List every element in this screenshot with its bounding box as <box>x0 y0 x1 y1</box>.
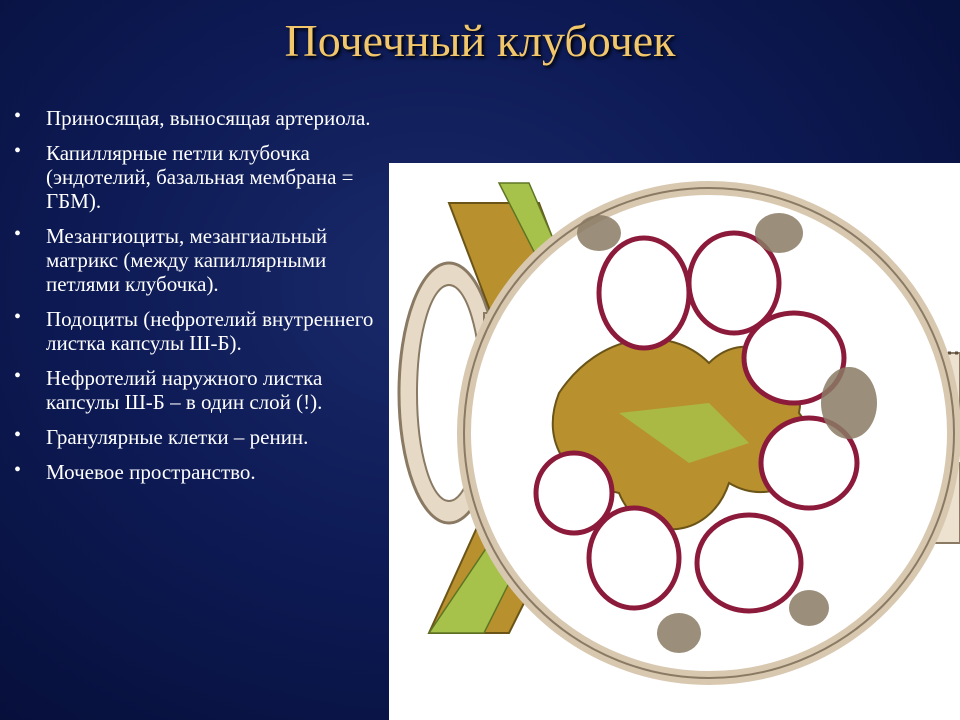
bullet-dot-icon: • <box>14 140 22 162</box>
bullet-text: Мочевое пространство. <box>46 460 256 484</box>
bullet-text: Приносящая, выносящая артериола. <box>46 106 371 130</box>
slide-title: Почечный клубочек <box>284 15 676 66</box>
bullet-dot-icon: • <box>14 459 22 481</box>
bullet-item <box>14 366 389 414</box>
bullet-dot-icon: • <box>14 223 22 245</box>
glomerulus-figure <box>389 163 960 720</box>
bullet-item <box>14 106 389 130</box>
bullet-text: Гранулярные клетки – ренин. <box>46 425 309 449</box>
renal-glomerulus-illustration <box>389 163 960 720</box>
bullet-text: Подоциты (нефротелий внутреннего листка капсулы Ш-Б). <box>46 307 374 355</box>
bullet-dot-icon: • <box>14 424 22 446</box>
bullet-text: Мезангиоциты, мезангиальный матрикс (между капиллярными петлями клубочка). <box>46 224 328 296</box>
bullet-item <box>14 460 389 484</box>
bullet-dot-icon: • <box>14 365 22 387</box>
bullet-item <box>14 307 389 355</box>
bullet-list <box>14 106 389 495</box>
bullet-dot-icon: • <box>14 306 22 328</box>
bullet-dot-icon: • <box>14 105 22 127</box>
bullet-text: Нефротелий наружного листка капсулы Ш-Б – в один слой (!). <box>46 366 323 414</box>
bullet-item <box>14 224 389 296</box>
bullet-item <box>14 141 389 213</box>
bullet-text: Капиллярные петли клубочка (эндотелий, базальная мембрана = ГБМ). <box>46 141 354 213</box>
bullet-item <box>14 425 389 449</box>
